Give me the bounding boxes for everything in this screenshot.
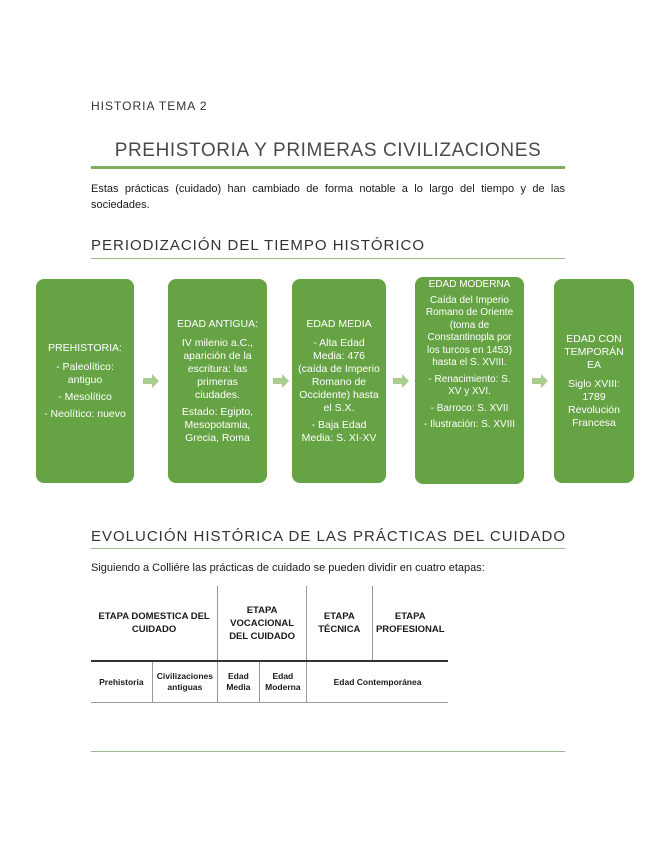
period-line: - Paleolítico: antiguo bbox=[56, 360, 114, 386]
care-stages-table bbox=[91, 586, 448, 703]
period-line: - Barroco: S. XVII bbox=[430, 402, 509, 414]
period-cell: Edad Moderna bbox=[259, 661, 306, 703]
period-box-edad-contemporanea bbox=[554, 279, 634, 483]
period-heading: PREHISTORIA: bbox=[48, 341, 122, 354]
period-box-prehistoria bbox=[36, 279, 134, 483]
period-cell: Edad Media bbox=[218, 661, 260, 703]
period-line: - Alta Edad Media: 476 (caída de Imperio Romano de Occidente) hasta el S.X. bbox=[298, 336, 380, 414]
period-box-edad-antigua bbox=[168, 279, 267, 483]
period-heading: EDAD CONTEMPORÁNEA bbox=[564, 332, 624, 371]
period-line: - Renacimiento: S. XV y XVI. bbox=[428, 373, 511, 397]
period-cell: Edad Contemporánea bbox=[307, 661, 448, 703]
section-underline bbox=[91, 258, 565, 259]
arrow-right-icon bbox=[393, 374, 409, 388]
title-underline bbox=[91, 166, 565, 169]
arrow-right-icon bbox=[273, 374, 289, 388]
period-heading: EDAD MODERNA bbox=[428, 279, 511, 290]
period-line: - Ilustración: S. XVIII bbox=[423, 419, 516, 430]
period-cell: Civilizaciones antiguas bbox=[152, 661, 217, 703]
period-cell: Prehistoria bbox=[91, 661, 152, 703]
stage-cell: ETAPA VOCACIONAL DEL CUIDADO bbox=[218, 586, 307, 661]
period-line: - Neolítico: nuevo bbox=[44, 407, 126, 420]
period-line: Caída del Imperio Romano de Oriente (toma de Constantinopla por los turcos en 1453) hasta el S. XVIII. bbox=[425, 294, 514, 368]
period-box-edad-media bbox=[292, 279, 386, 483]
intro-paragraph: Estas prácticas (cuidado) han cambiado de forma notable a lo largo del tiempo y de las sociedades. bbox=[91, 183, 565, 211]
section-underline bbox=[91, 548, 565, 549]
period-box-edad-moderna bbox=[415, 277, 524, 484]
table-row bbox=[91, 661, 448, 703]
period-heading: EDAD MEDIA bbox=[306, 317, 372, 330]
period-line: - Baja Edad Media: S. XI-XV bbox=[301, 418, 377, 444]
document-title: PREHISTORIA Y PRIMERAS CIVILIZACIONES bbox=[114, 140, 542, 161]
arrow-right-icon bbox=[143, 374, 159, 388]
stage-cell: ETAPA DOMESTICA DEL CUIDADO bbox=[91, 586, 218, 661]
period-line: IV milenio a.C., aparición de la escritura: las primeras ciudades. bbox=[181, 336, 254, 401]
arrow-right-icon bbox=[532, 374, 548, 388]
section-title-evolution: EVOLUCIÓN HISTÓRICA DE LAS PRÁCTICAS DEL CUIDADO bbox=[91, 528, 567, 545]
footer-rule bbox=[91, 751, 565, 752]
period-line: Estado: Egipto, Mesopotamia, Grecia, Roma bbox=[181, 405, 254, 444]
stage-cell: ETAPA TÉCNICA bbox=[307, 586, 372, 661]
colliere-intro: Siguiendo a Colliére las prácticas de cuidado se pueden dividir en cuatro etapas: bbox=[91, 562, 485, 574]
document-header: HISTORIA TEMA 2 bbox=[91, 99, 208, 113]
period-line: - Mesolítico bbox=[58, 390, 112, 403]
period-heading: EDAD ANTIGUA: bbox=[176, 317, 259, 330]
table-row bbox=[91, 586, 448, 661]
period-line: Siglo XVIII: 1789 Revolución Francesa bbox=[568, 377, 620, 429]
section-title-periodization: PERIODIZACIÓN DEL TIEMPO HISTÓRICO bbox=[91, 237, 426, 254]
stage-cell: ETAPA PROFESIONAL bbox=[372, 586, 448, 661]
